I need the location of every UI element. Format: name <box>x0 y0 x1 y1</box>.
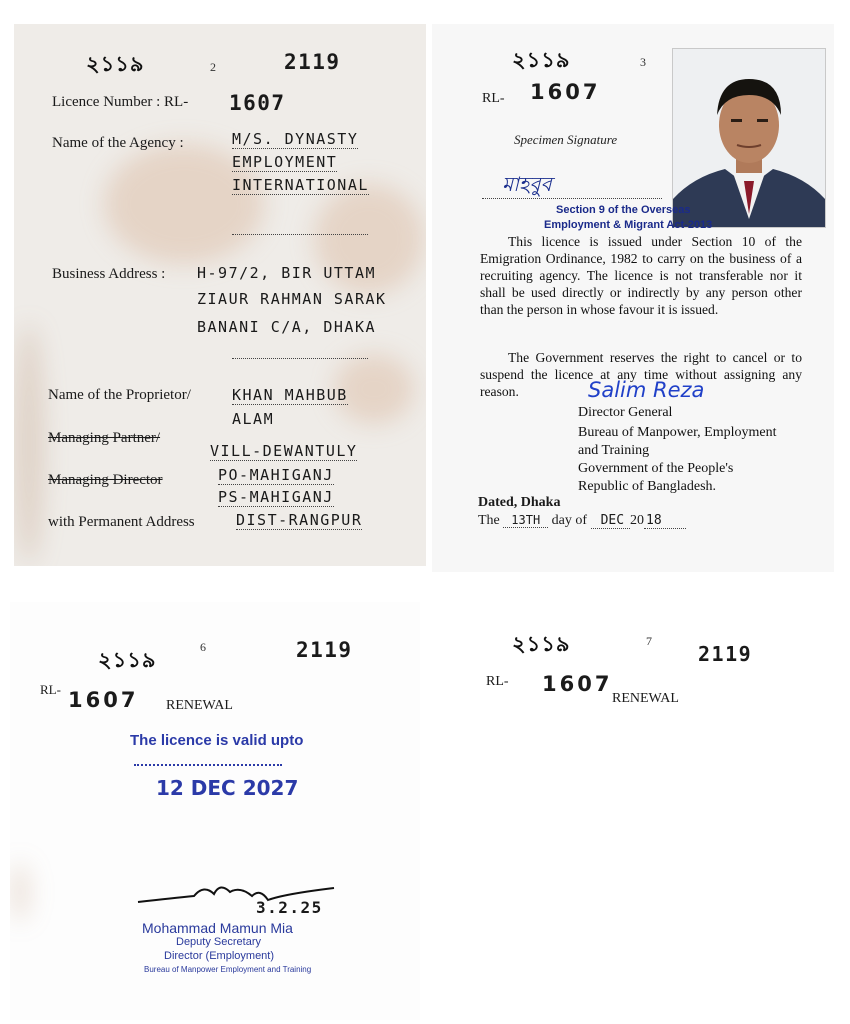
page-number: 2 <box>210 60 216 74</box>
rl-label: RL- <box>40 682 61 697</box>
address-line-2: ZIAUR RAHMAN SARAK <box>197 290 387 308</box>
permanent-line-1: VILL-DEWANTULY <box>210 442 358 460</box>
signature-date: 3.2.25 <box>256 898 323 917</box>
rl-label: RL- <box>482 91 505 106</box>
proprietor-line-1: KHAN MAHBUB <box>232 386 348 404</box>
licence-number-label: Licence Number : RL- <box>52 94 189 110</box>
address-line-1: H-97/2, BIR UTTAM <box>197 264 377 282</box>
agency-line-3: INTERNATIONAL <box>232 176 369 194</box>
agency-line-1: M/S. DYNASTY <box>232 130 359 148</box>
validity-stamp-line <box>134 764 282 766</box>
section9-stamp-line-1: Section 9 of the Overseas <box>556 204 691 216</box>
officer-bureau: Bureau of Manpower Employment and Training <box>144 965 312 974</box>
date-day-of-label: day of <box>551 513 588 528</box>
address-line-3: BANANI C/A, DHAKA <box>197 318 377 336</box>
portrait-image <box>673 49 825 227</box>
specimen-signature-label: Specimen Signature <box>514 132 618 147</box>
date-the-label: The <box>478 513 500 528</box>
specimen-signature: মাহবুব <box>502 172 552 196</box>
licence-number: 1607 <box>530 80 601 104</box>
issue-date <box>478 513 686 529</box>
proprietor-photo <box>672 48 826 228</box>
agency-label: Name of the Agency : <box>52 135 184 151</box>
permanent-line-3: PS-MAHIGANJ <box>218 488 334 506</box>
agency-line-2: EMPLOYMENT <box>232 153 338 171</box>
serial-handwritten: 2119 <box>698 642 753 666</box>
serial-number: ২১১৯ <box>512 48 571 72</box>
managing-director-label: Managing Director <box>48 472 163 488</box>
director-general-signature: Salim Reza <box>588 378 705 402</box>
licence-page-7 <box>428 602 842 1020</box>
government-rights-paragraph: The Government reserves the right to cancel or to suspend the licence at any time without assigning any reason. <box>480 350 802 399</box>
serial-handwritten: 2119 <box>296 638 353 662</box>
serial-number: ২১১৯ <box>512 632 571 656</box>
licence-number: 1607 <box>542 672 613 696</box>
section9-stamp-line-2: Employment & Migrant Act-2013 <box>544 219 713 231</box>
managing-partner-label: Managing Partner/ <box>48 430 161 446</box>
dated-label: Dated, Dhaka <box>478 495 561 510</box>
page-number: 3 <box>640 55 646 69</box>
dotted-line <box>232 234 368 235</box>
serial-number: ২১১৯ <box>98 648 157 672</box>
dg-line-4: Government of the People's <box>578 461 734 476</box>
licence-number: 1607 <box>229 91 286 115</box>
serial-number: ২১১৯ <box>86 52 145 76</box>
page-number: 6 <box>200 640 206 654</box>
licence-terms-paragraph: This licence is issued under Section 10 of the Emigration Ordinance, 1982 to carry on the business of a recruiting agency. The licence is not transferable nor it shall be used directly or indirectly by any person other than the person in whose favour it is issued. <box>480 234 802 317</box>
permanent-line-2: PO-MAHIGANJ <box>218 466 334 484</box>
rl-label: RL- <box>486 674 509 689</box>
licence-page-2 <box>14 24 426 566</box>
validity-date: 12 DEC 2027 <box>156 776 299 800</box>
business-address-label: Business Address : <box>52 266 166 282</box>
permanent-address-label: with Permanent Address <box>48 514 195 530</box>
dotted-line <box>232 358 368 359</box>
proprietor-label: Name of the Proprietor/ <box>48 387 191 403</box>
licence-number: 1607 <box>68 688 139 712</box>
permanent-line-4: DIST-RANGPUR <box>236 511 363 529</box>
signature-line <box>482 198 662 199</box>
officer-name: Mohammad Mamun Mia <box>142 920 293 936</box>
renewal-label: RENEWAL <box>612 691 679 706</box>
proprietor-line-2: ALAM <box>232 410 275 428</box>
validity-stamp-label: The licence is valid upto <box>130 732 304 749</box>
dg-line-3: and Training <box>578 443 650 458</box>
date-year-prefix: 20 <box>630 513 645 528</box>
officer-title-2: Director (Employment) <box>164 950 275 962</box>
page-number: 7 <box>646 634 652 648</box>
serial-handwritten: 2119 <box>284 50 341 74</box>
dg-line-5: Republic of Bangladesh. <box>578 479 717 494</box>
renewal-label: RENEWAL <box>166 698 233 713</box>
licence-page-3 <box>432 24 834 572</box>
date-month: DEC <box>591 513 630 529</box>
officer-title-1: Deputy Secretary <box>176 936 261 948</box>
dg-line-2: Bureau of Manpower, Employment <box>578 425 777 440</box>
licence-page-6 <box>10 602 420 1020</box>
dg-line-1: Director General <box>578 405 673 420</box>
date-day: 13TH <box>503 513 548 528</box>
date-year: 18 <box>644 513 686 529</box>
